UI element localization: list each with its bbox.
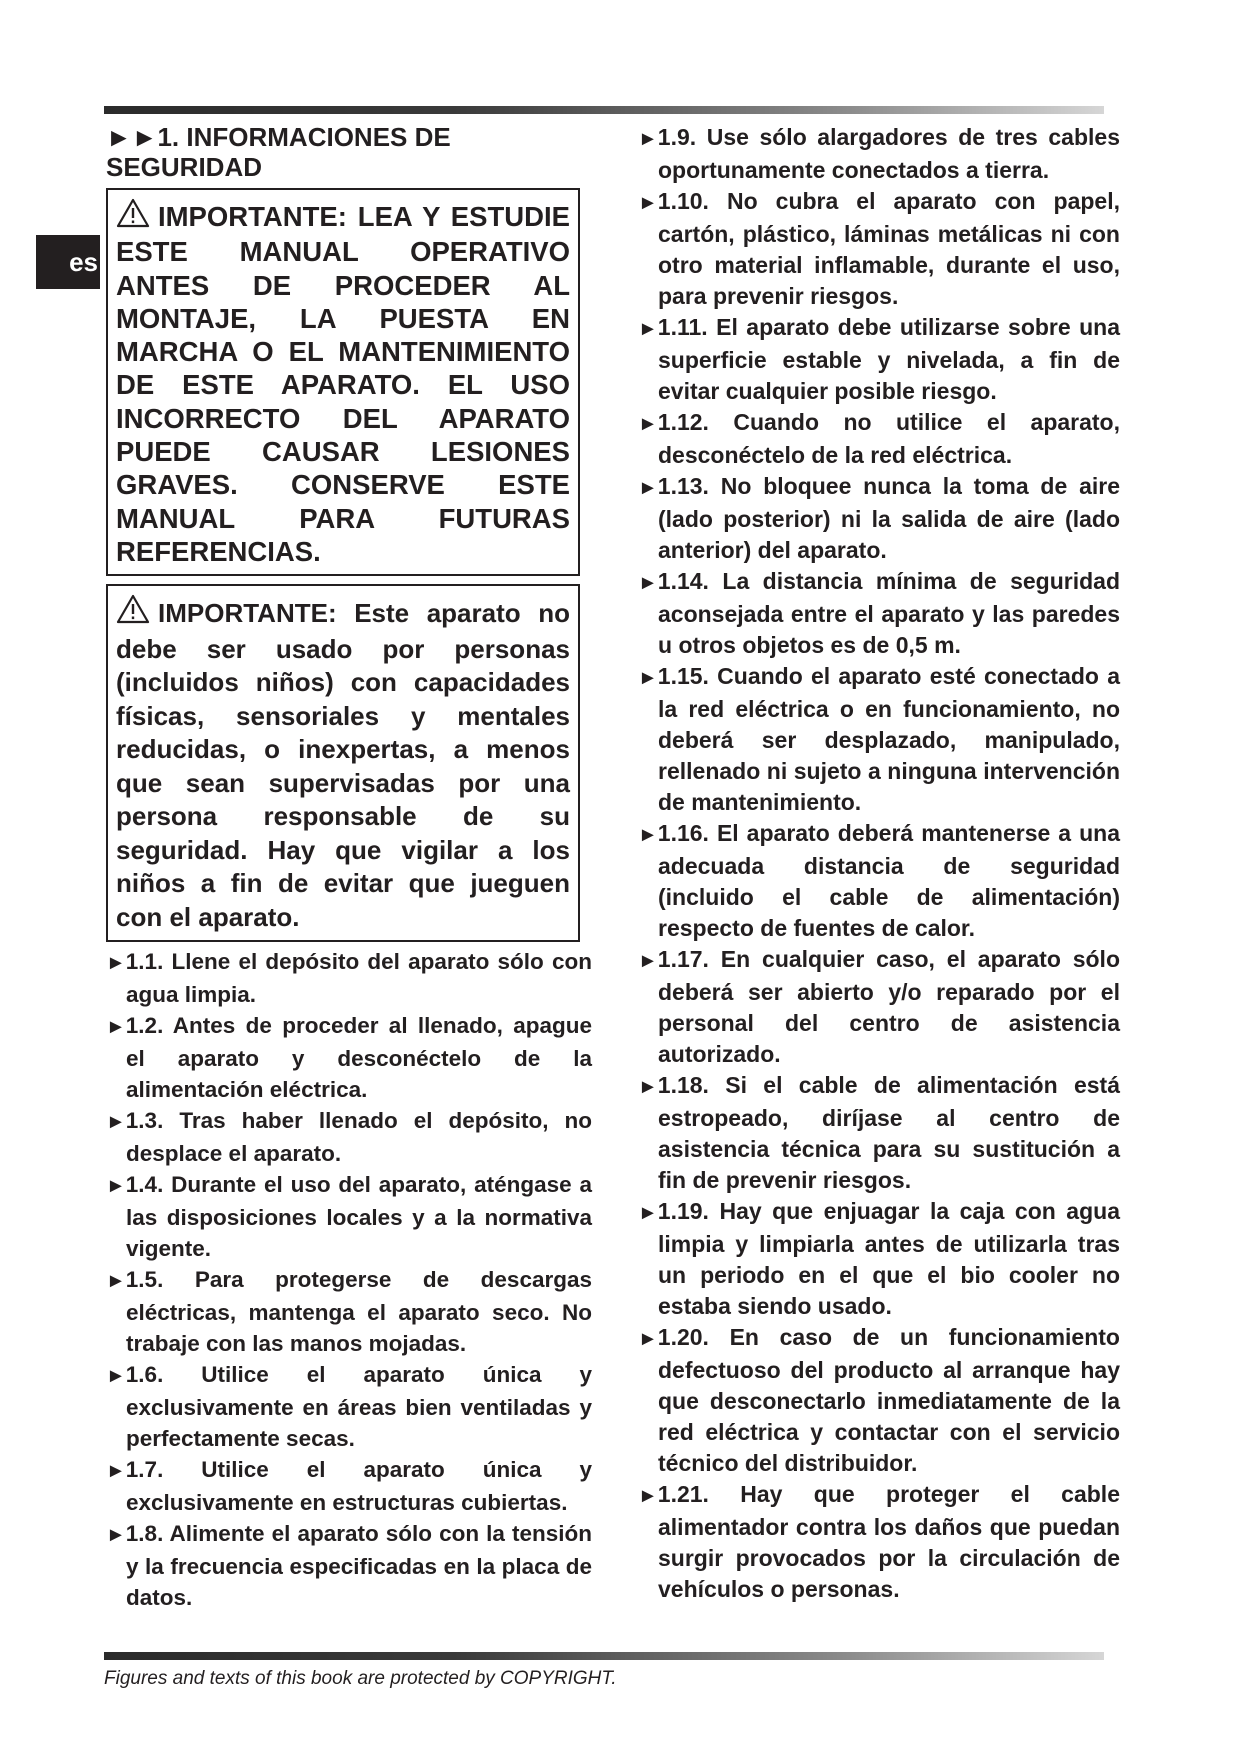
list-item: ►1.16. El aparato deberá mantenerse a una adecuada distancia de seguridad (incluido el cable de alimentación) respecto de fuentes de calor. xyxy=(638,820,1120,941)
list-item: ►1.8. Alimente el aparato sólo con la tensión y la frecuencia especificadas en la placa de datos. xyxy=(106,1521,592,1611)
item-arrow-icon: ► xyxy=(638,1485,658,1507)
copyright-footer: Figures and texts of this book are protected by COPYRIGHT. xyxy=(104,1668,617,1689)
item-arrow-icon: ► xyxy=(106,1175,126,1198)
item-arrow-icon: ► xyxy=(106,1016,126,1039)
item-arrow-icon: ► xyxy=(638,667,658,689)
list-item: ►1.10. No cubra el aparato con papel, cartón, plástico, láminas metálicas ni con otro material inflamable, durante el uso, para prevenir riesgos. xyxy=(638,188,1120,309)
list-item: ►1.9. Use sólo alargadores de tres cables oportunamente conectados a tierra. xyxy=(638,124,1120,183)
item-arrow-icon: ► xyxy=(638,950,658,972)
warning-box-manual xyxy=(106,188,580,576)
item-arrow-icon: ► xyxy=(638,192,658,214)
item-arrow-icon: ► xyxy=(638,128,658,150)
section-title xyxy=(106,122,592,182)
list-item: ►1.13. No bloquee nunca la toma de aire (lado posterior) ni la salida de aire (lado anterior) del aparato. xyxy=(638,473,1120,563)
item-arrow-icon: ► xyxy=(638,477,658,499)
section-title-line1: 1. INFORMACIONES DE xyxy=(157,122,451,152)
list-item: ►1.7. Utilice el aparato única y exclusivamente en estructuras cubiertas. xyxy=(106,1457,592,1516)
left-column xyxy=(106,122,592,1613)
warning-box-persons xyxy=(106,584,580,942)
list-item: ►1.20. En caso de un funcionamiento defectuoso del producto al arranque hay que desconectarlo inmediatamente de la red eléctrica y contactar con el servicio técnico del distribuidor. xyxy=(638,1324,1120,1476)
list-item: ►1.21. Hay que proteger el cable alimentador contra los daños que puedan surgir provocados por la circulación de vehículos o personas. xyxy=(638,1481,1120,1602)
item-arrow-icon: ► xyxy=(638,1076,658,1098)
list-item: ►1.18. Si el cable de alimentación está estropeado, diríjase al centro de asistencia técnica para su sustitución a fin de prevenir riesgos. xyxy=(638,1072,1120,1193)
item-arrow-icon: ► xyxy=(106,952,126,975)
list-item: ►1.6. Utilice el aparato única y exclusivamente en áreas bien ventiladas y perfectamente secas. xyxy=(106,1362,592,1452)
list-item: ►1.3. Tras haber llenado el depósito, no desplace el aparato. xyxy=(106,1108,592,1167)
bottom-divider xyxy=(104,1652,1104,1660)
item-arrow-icon: ► xyxy=(106,1524,126,1547)
item-arrow-icon: ► xyxy=(638,1202,658,1224)
section-title-line2: SEGURIDAD xyxy=(106,152,263,182)
list-item: ►1.2. Antes de proceder al llenado, apague el aparato y desconéctelo de la alimentación eléctrica. xyxy=(106,1013,592,1103)
list-item: ►1.1. Llene el depósito del aparato sólo con agua limpia. xyxy=(106,949,592,1008)
top-divider xyxy=(104,106,1104,114)
list-item: ►1.17. En cualquier caso, el aparato sólo deberá ser abierto y/o reparado por el personal del centro de asistencia autorizado. xyxy=(638,946,1120,1067)
list-item: ►1.19. Hay que enjuagar la caja con agua limpia y limpiarla antes de utilizarla tras un periodo en el que el bio cooler no estaba siendo usado. xyxy=(638,1198,1120,1319)
item-arrow-icon: ► xyxy=(638,824,658,846)
warning-triangle-icon xyxy=(116,198,150,235)
warning-text-persons: IMPORTANTE: Este aparato no debe ser usado por personas (incluidos niños) con capacidades físicas, sensoriales y mentales reducidas, o inexpertas, a menos que sean supervisadas por una persona responsable de su seguridad. Hay que vigilar a los niños a fin de evitar que jueguen con el aparato. xyxy=(116,598,570,932)
item-arrow-icon: ► xyxy=(106,1270,126,1293)
list-item: ►1.12. Cuando no utilice el aparato, desconéctelo de la red eléctrica. xyxy=(638,409,1120,468)
list-item: ►1.14. La distancia mínima de seguridad aconsejada entre el aparato y las paredes u otros objetos es de 0,5 m. xyxy=(638,568,1120,658)
item-arrow-icon: ► xyxy=(106,1460,126,1483)
list-item: ►1.4. Durante el uso del aparato, aténgase a las disposiciones locales y a la normativa vigente. xyxy=(106,1172,592,1262)
section-arrows: ►► xyxy=(106,122,158,152)
item-arrow-icon: ► xyxy=(106,1365,126,1388)
list-item: ►1.11. El aparato debe utilizarse sobre una superficie estable y nivelada, a fin de evitar cualquier posible riesgo. xyxy=(638,314,1120,404)
language-tab: es xyxy=(36,235,100,289)
item-arrow-icon: ► xyxy=(638,572,658,594)
list-item: ►1.5. Para protegerse de descargas eléctricas, mantenga el aparato seco. No trabaje con las manos mojadas. xyxy=(106,1267,592,1357)
warning-triangle-icon xyxy=(116,594,150,633)
left-items-list xyxy=(106,946,592,1613)
item-arrow-icon: ► xyxy=(638,1328,658,1350)
list-item: ►1.15. Cuando el aparato esté conectado a la red eléctrica o en funcionamiento, no deberá ser desplazado, manipulado, rellenado ni sujeto a ninguna intervención de mantenimiento. xyxy=(638,663,1120,815)
warning-text-manual: IMPORTANTE: LEA Y ESTUDIE ESTE MANUAL OPERATIVO ANTES DE PROCEDER AL MONTAJE, LA PUESTA EN MARCHA O EL MANTENIMIENTO DE ESTE APARATO. EL USO INCORRECTO DEL APARATO PUEDE CAUSAR LESIONES GRAVES. CONSERVE ESTE MANUAL PARA FUTURAS REFERENCIAS. xyxy=(116,201,570,567)
item-arrow-icon: ► xyxy=(638,413,658,435)
right-column xyxy=(638,122,1120,1605)
item-arrow-icon: ► xyxy=(638,318,658,340)
item-arrow-icon: ► xyxy=(106,1111,126,1134)
